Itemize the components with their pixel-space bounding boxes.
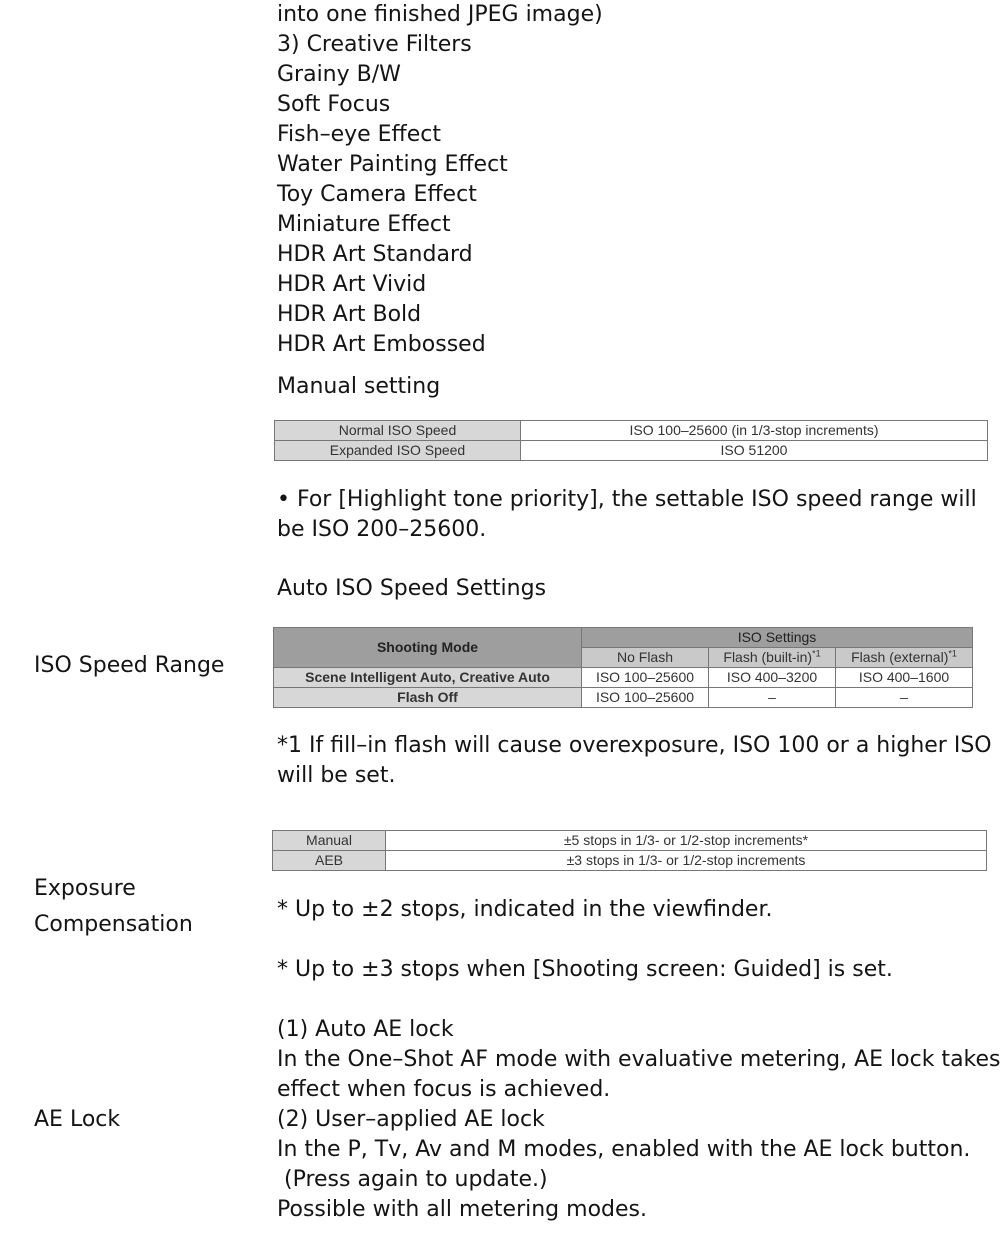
iso-speed-range-label: ISO Speed Range bbox=[34, 653, 225, 678]
expanded-iso-value: ISO 51200 bbox=[521, 441, 988, 461]
flash-external-header bbox=[836, 648, 973, 668]
footnote-mark: *1 bbox=[948, 648, 957, 659]
ae-lock-line-6: Possible with all metering modes. bbox=[277, 1197, 647, 1222]
filters-line-2: Grainy B/W bbox=[277, 62, 401, 87]
auto-iso-heading: Auto ISO Speed Settings bbox=[277, 576, 547, 601]
expanded-iso-label: Expanded ISO Speed bbox=[275, 441, 521, 461]
table-row bbox=[274, 668, 973, 688]
flash-builtin-label: Flash (built-in) bbox=[723, 649, 813, 665]
table-row bbox=[274, 628, 973, 648]
ae-lock-label: AE Lock bbox=[34, 1107, 121, 1132]
aeb-label: AEB bbox=[273, 851, 386, 871]
highlight-note-line-1: • For [Highlight tone priority], the settable ISO speed range will bbox=[277, 487, 977, 512]
filters-line-11: HDR Art Embossed bbox=[277, 332, 486, 357]
filters-line-8: HDR Art Standard bbox=[277, 242, 473, 267]
table-row bbox=[275, 441, 988, 461]
filters-line-7: Miniature Effect bbox=[277, 212, 451, 237]
mode-cell: Scene Intelligent Auto, Creative Auto bbox=[274, 668, 582, 688]
external-cell: ISO 400–1600 bbox=[836, 668, 973, 688]
exposure-table bbox=[272, 830, 987, 871]
manual-setting-heading: Manual setting bbox=[277, 374, 441, 399]
filters-line-4: Fish–eye Effect bbox=[277, 122, 441, 147]
filters-line-5: Water Painting Effect bbox=[277, 152, 508, 177]
table-row bbox=[275, 421, 988, 441]
ae-lock-line-1: In the One–Shot AF mode with evaluative metering, AE lock takes bbox=[277, 1047, 1000, 1072]
mode-cell: Flash Off bbox=[274, 688, 582, 708]
manual-label: Manual bbox=[273, 831, 386, 851]
exposure-label-line-2: Compensation bbox=[34, 912, 193, 937]
table-row bbox=[273, 831, 987, 851]
no-flash-cell: ISO 100–25600 bbox=[582, 688, 709, 708]
ae-lock-line-0: (1) Auto AE lock bbox=[277, 1017, 454, 1042]
filters-line-1: 3) Creative Filters bbox=[277, 32, 472, 57]
external-cell: – bbox=[836, 688, 973, 708]
iso-settings-header: ISO Settings bbox=[582, 628, 973, 648]
exposure-note-1: * Up to ±2 stops, indicated in the viewfinder. bbox=[277, 897, 773, 922]
ae-lock-line-4: In the P, Tv, Av and M modes, enabled with the AE lock button. bbox=[277, 1137, 971, 1162]
flash-external-label: Flash (external) bbox=[851, 649, 949, 665]
footnote-line-2: will be set. bbox=[277, 763, 396, 788]
filters-line-10: HDR Art Bold bbox=[277, 302, 422, 327]
ae-lock-line-3: (2) User–applied AE lock bbox=[277, 1107, 545, 1132]
auto-iso-table bbox=[273, 627, 973, 708]
footnote-line-1: *1 If fill–in flash will cause overexposure, ISO 100 or a higher ISO bbox=[277, 733, 992, 758]
filters-line-3: Soft Focus bbox=[277, 92, 391, 117]
highlight-note-line-2: be ISO 200–25600. bbox=[277, 517, 487, 542]
filters-line-6: Toy Camera Effect bbox=[277, 182, 477, 207]
normal-iso-label: Normal ISO Speed bbox=[275, 421, 521, 441]
builtin-cell: – bbox=[709, 688, 836, 708]
aeb-value: ±3 stops in 1/3- or 1/2-stop increments bbox=[386, 851, 987, 871]
manual-value: ±5 stops in 1/3- or 1/2-stop increments* bbox=[386, 831, 987, 851]
ae-lock-line-5: (Press again to update.) bbox=[277, 1167, 548, 1192]
footnote-mark: *1 bbox=[812, 648, 821, 659]
ae-lock-line-2: effect when focus is achieved. bbox=[277, 1077, 611, 1102]
normal-iso-value: ISO 100–25600 (in 1/3-stop increments) bbox=[521, 421, 988, 441]
filters-line-9: HDR Art Vivid bbox=[277, 272, 427, 297]
manual-iso-table bbox=[274, 420, 988, 461]
table-row bbox=[274, 688, 973, 708]
exposure-note-2: * Up to ±3 stops when [Shooting screen: Guided] is set. bbox=[277, 957, 893, 982]
filters-line-0: into one finished JPEG image) bbox=[277, 2, 603, 27]
no-flash-header: No Flash bbox=[582, 648, 709, 668]
no-flash-cell: ISO 100–25600 bbox=[582, 668, 709, 688]
builtin-cell: ISO 400–3200 bbox=[709, 668, 836, 688]
shooting-mode-header: Shooting Mode bbox=[274, 628, 582, 668]
exposure-label-line-1: Exposure bbox=[34, 876, 136, 901]
flash-builtin-header bbox=[709, 648, 836, 668]
table-row bbox=[273, 851, 987, 871]
